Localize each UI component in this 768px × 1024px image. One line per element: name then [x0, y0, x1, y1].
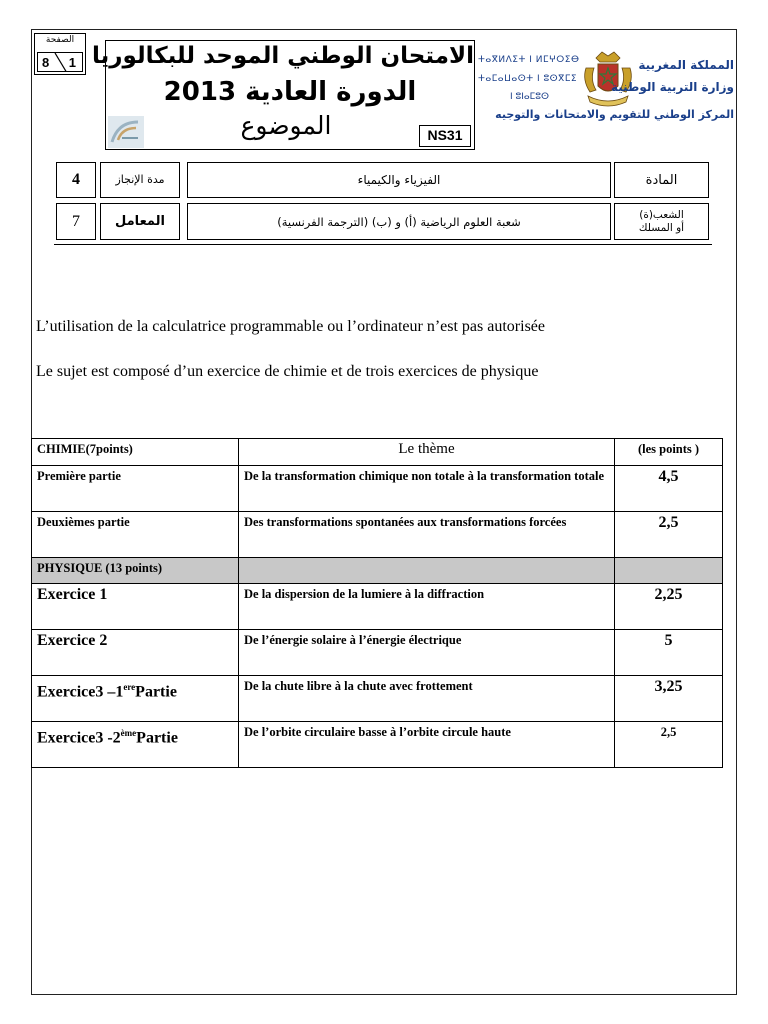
part-main: Exercice3 -2	[37, 729, 121, 747]
points-header: (les points )	[615, 439, 723, 466]
page-counter	[34, 33, 86, 75]
header-divider	[54, 244, 712, 245]
stream-label	[614, 203, 709, 240]
calculator-notice: L’utilisation de la calculatrice programmable ou l’ordinateur n’est pas autorisée	[36, 318, 545, 335]
table-row	[32, 630, 723, 676]
coefficient-value: 7	[56, 203, 96, 240]
evaluation-center-name: المركز الوطني للتقويم والامتحانات والتوجيه	[495, 108, 734, 121]
physique-header-row	[32, 558, 723, 584]
page-counter-label: الصفحة	[45, 35, 75, 45]
stream-label-line-2: أو المسلك	[638, 221, 685, 234]
physique-header-empty	[615, 558, 723, 584]
part-cell	[32, 676, 239, 722]
points-cell: 5	[615, 630, 723, 676]
part-end: Partie	[135, 683, 177, 701]
theme-cell: De la dispersion de la lumiere à la diffraction	[239, 584, 615, 630]
subject-value: الفيزياء والكيمياء	[187, 162, 611, 198]
theme-cell: De l’orbite circulaire basse à l’orbite circule haute	[239, 722, 615, 768]
physique-header: PHYSIQUE (13 points)	[32, 558, 239, 584]
points-cell: 2,5	[615, 512, 723, 558]
theme-cell: De la transformation chimique non totale à la transformation totale	[239, 466, 615, 512]
duration-label: مدة الإنجاز	[100, 162, 180, 198]
points-cell: 2,25	[615, 584, 723, 630]
part-sup: ème	[120, 728, 137, 738]
physique-header-empty	[239, 558, 615, 584]
part-cell: Exercice 2	[32, 630, 239, 676]
table-row	[32, 722, 723, 768]
page-total: 8	[42, 55, 50, 70]
themes-table	[31, 438, 723, 768]
subject-label: المادة	[614, 162, 709, 198]
part-main: Exercice3 –1	[37, 683, 124, 701]
exam-subject-heading: الموضوع	[240, 111, 332, 140]
table-row	[32, 466, 723, 512]
exam-code: NS31	[419, 125, 471, 147]
table-row	[32, 676, 723, 722]
duration-value: 4	[56, 162, 96, 198]
table-row	[32, 512, 723, 558]
points-cell: 3,25	[615, 676, 723, 722]
exam-session: الدورة العادية 2013	[163, 77, 417, 107]
part-end: Partie	[136, 729, 178, 747]
exam-title-block	[92, 40, 475, 150]
tifinagh-kingdom: ⵜⴰⴳⵍⴷⵉⵜ ⵏ ⵍⵎⵖⵔⵉⴱ	[478, 55, 580, 65]
part-cell	[32, 722, 239, 768]
table-row	[32, 584, 723, 630]
stream-value: شعبة العلوم الرياضية (أ) و (ب) (الترجمة الفرنسية)	[187, 203, 611, 240]
exam-title: الامتحان الوطني الموحد للبكالوريا	[92, 43, 474, 69]
page-current: 1	[68, 55, 76, 70]
points-cell: 2,5	[615, 722, 723, 768]
theme-cell: De la chute libre à la chute avec frottement	[239, 676, 615, 722]
chimie-header: CHIMIE(7points)	[32, 439, 239, 466]
points-cell: 4,5	[615, 466, 723, 512]
kingdom-name: المملكة المغربية	[638, 58, 734, 72]
part-cell: Deuxièmes partie	[32, 512, 239, 558]
subject-composition: Le sujet est composé d’un exercice de chimie et de trois exercices de physique	[36, 363, 539, 380]
tifinagh-ministry: ⵜⴰⵎⴰⵡⴰⵙⵜ ⵏ ⵓⵙⴳⵎⵉ	[478, 74, 578, 84]
tifinagh-ministry-2: ⵏ ⵓⵏⴰⵎⵓⵙ	[510, 92, 549, 102]
part-cell: Première partie	[32, 466, 239, 512]
ministry-name: وزارة التربية الوطنية	[610, 80, 734, 94]
cnp-logo-icon	[108, 116, 144, 148]
stream-label-line-1: الشعب(ة)	[639, 208, 684, 221]
part-sup: ere	[123, 682, 136, 692]
page-counter-values	[37, 52, 83, 72]
theme-cell: Des transformations spontanées aux transformations forcées	[239, 512, 615, 558]
theme-cell: De l’énergie solaire à l’énergie électrique	[239, 630, 615, 676]
part-cell: Exercice 1	[32, 584, 239, 630]
theme-header: Le thème	[239, 439, 615, 466]
coefficient-label: المعامل	[100, 203, 180, 240]
